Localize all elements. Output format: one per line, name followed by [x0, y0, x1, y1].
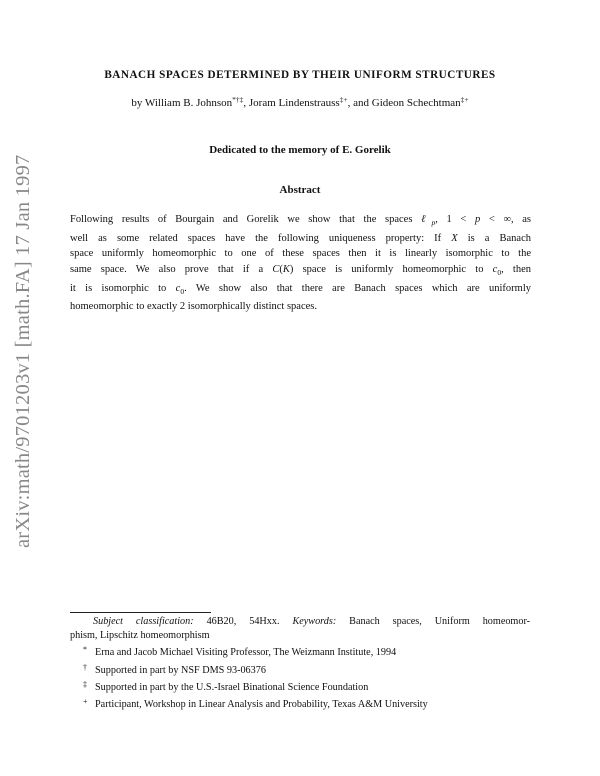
- footnote-mark: †: [83, 662, 87, 672]
- footnote-text: Erna and Jacob Michael Visiting Professor, The Weizmann Institute, 1994: [95, 647, 397, 659]
- footnote-text: Participant, Workshop in Linear Analysis and Probability, Texas A&M University: [95, 699, 428, 711]
- abstract-heading: Abstract: [279, 184, 321, 196]
- author-schechtman: Gideon Schechtman: [371, 97, 461, 109]
- dedication: Dedicated to the memory of E. Gorelik: [209, 144, 391, 156]
- footnote-rule: [70, 612, 211, 613]
- keywords-value: Banach spaces, Uniform homeomor-: [349, 616, 531, 627]
- author-line: by William B. Johnson*†‡, Joram Lindenstrauss‡+, and Gideon Schechtman‡+: [131, 95, 469, 109]
- footnote-item: [70, 643, 530, 660]
- footnote-text: Supported in part by the U.S.-Israel Binational Science Foundation: [95, 681, 369, 693]
- arxiv-side-stamp: arXiv:math/9701203v1 [math.FA] 17 Jan 1997: [12, 154, 34, 548]
- footnote-mark: ‡: [83, 679, 87, 689]
- subject-label: Subject classification:: [93, 616, 194, 627]
- footnote-item: [70, 661, 530, 678]
- footnote-item: [70, 678, 530, 695]
- authors-joiner: , and: [347, 97, 370, 109]
- subject-value: 46B20, 54Hxx.: [206, 616, 280, 627]
- keywords-continuation: phism, Lipschitz homeomorphism: [70, 630, 210, 642]
- subject-classification: [70, 615, 530, 629]
- author-lindenstrauss-marks: ‡+: [339, 95, 348, 104]
- footnote-item: [70, 695, 530, 712]
- author-johnson-marks: *†‡: [232, 95, 244, 104]
- author-johnson: William B. Johnson: [144, 97, 233, 109]
- abstract-body: Following results of Bourgain and Gorelik we show that the spaces ℓ$_p$, 1 < p < ∞, as well as some related spaces have the following uniqueness property: If X is a Banach space uniformly homeomorphic to one of these spaces then it is linearly isomorphic to the same space. We also prove that if a C(K) space is uniformly homeomorphic to $c_0$, then it is isomorphic to $c_0$. We show also that there are Banach spaces which are uniformly homeomorphic to exactly 2 isomorphically distinct spaces.: [70, 214, 532, 313]
- author-schechtman-marks: ‡+: [460, 95, 469, 104]
- authors-prefix: by: [131, 97, 143, 109]
- footnotes: [70, 615, 530, 712]
- footnote-text: Supported in part by NSF DMS 93-06376: [95, 664, 266, 676]
- footnote-mark: *: [83, 645, 87, 655]
- author-lindenstrauss: Joram Lindenstrauss: [248, 97, 340, 109]
- footnote-mark: +: [83, 697, 88, 707]
- keywords-label: Keywords:: [292, 616, 337, 627]
- paper-title: BANACH SPACES DETERMINED BY THEIR UNIFORM STRUCTURES: [104, 69, 496, 81]
